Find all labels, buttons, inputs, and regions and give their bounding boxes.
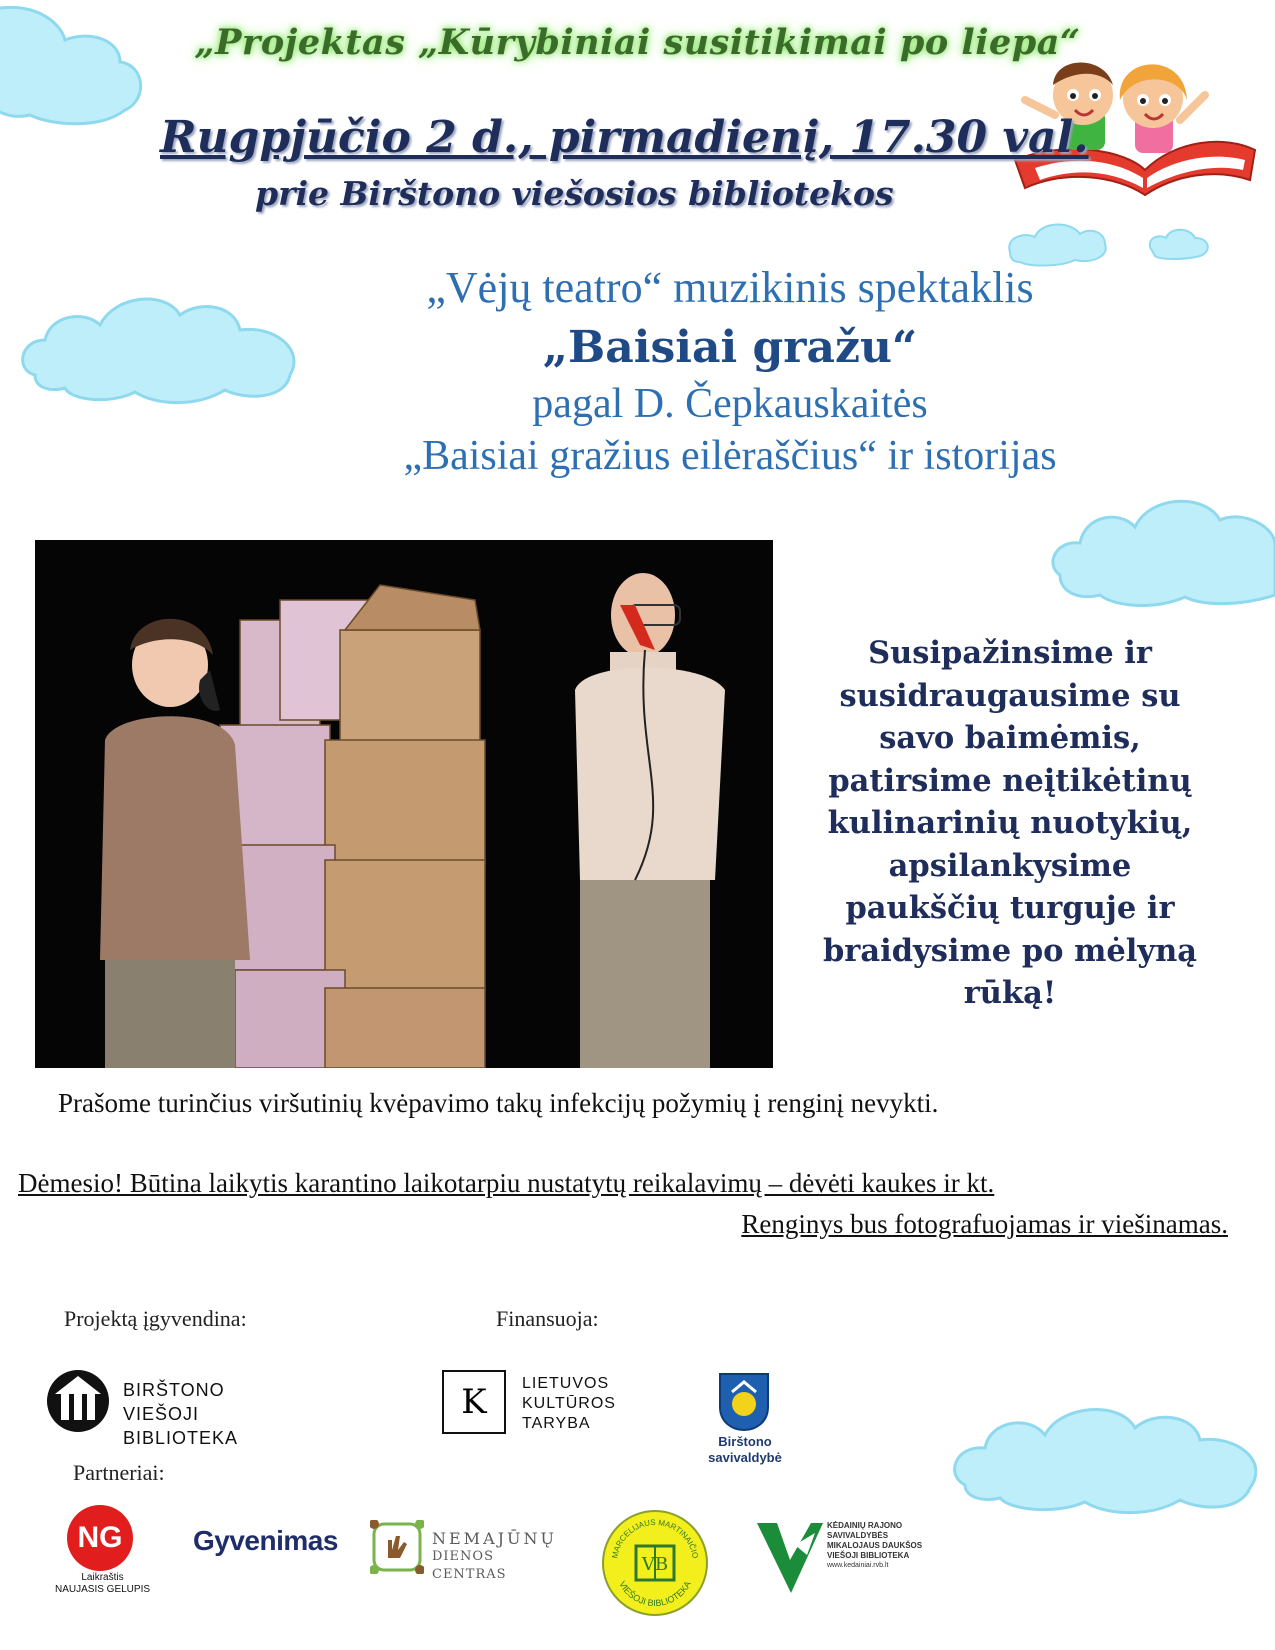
kedainiai-url: www.kedainiai.rvb.lt <box>827 1562 889 1569</box>
library-logo-line: BIRŠTONO <box>123 1380 225 1400</box>
lkt-logo-line: KULTŪROS <box>522 1395 616 1412</box>
implemented-by-label: Projektą įgyvendina: <box>64 1306 247 1331</box>
cloud-left-middle <box>15 280 315 410</box>
description-line: braidysime po mėlyną <box>822 932 1198 969</box>
municipality-line: savivaldybė <box>708 1450 782 1465</box>
municipality-line: Birštono <box>718 1434 772 1449</box>
hands-icon <box>370 1520 424 1574</box>
cloud-top-left <box>0 0 150 130</box>
library-logo-line: VIEŠOJI BIBLIOTEKA <box>123 1404 239 1448</box>
description-line: apsilankysime <box>888 847 1132 884</box>
event-description <box>780 632 1240 1015</box>
quarantine-warning: Dėmesio! Būtina laikytis karantino laikotarpiu nustatytų reikalavimų – dėvėti kaukes ir kt. <box>18 1168 995 1198</box>
event-place: prie Birštono viešosios bibliotekos <box>255 174 894 213</box>
lkt-k-icon: K <box>442 1370 506 1434</box>
martinaitis-seal-icon <box>600 1508 710 1618</box>
ng-badge-icon: NG <box>67 1505 133 1571</box>
martinaitis-library-logo <box>600 1508 710 1618</box>
martinaitis-letters: VB <box>641 1554 669 1575</box>
description-line: patirsime neįtikėtinų <box>828 762 1192 799</box>
nemajunu-line: NEMAJŪNŲ <box>432 1529 557 1548</box>
description-line: paukščių turguje ir <box>845 890 1175 926</box>
nemajunu-center-logo <box>370 1520 570 1580</box>
performance-title: „Baisiai gražu“ <box>542 322 918 373</box>
health-notice: Prašome turinčius viršutinių kvėpavimo takų infekcijų požymių į renginį nevykti. <box>58 1088 939 1118</box>
martinaitis-arc-top: MARCELIJAUS MARTINAIČIO <box>610 1517 700 1560</box>
ng-caption-line: NAUJASIS GELUPIS <box>54 1584 151 1595</box>
cloud-right-middle <box>1045 485 1275 615</box>
description-line: Susipažinsime ir <box>868 635 1152 671</box>
kedainiai-line: KĖDAINIŲ RAJONO <box>827 1521 903 1530</box>
kedainiai-line: SAVIVALDYBĖS <box>827 1531 889 1540</box>
project-title: „Projektas „Kūrybiniai susitikimai po liepa“ <box>194 22 1081 63</box>
partners-label: Partneriai: <box>73 1460 165 1485</box>
cloud-bottom-right <box>945 1390 1275 1520</box>
performance-photo <box>35 540 773 1068</box>
gyvenimas-logo: Gyvenimas <box>193 1525 338 1556</box>
kedainiai-v-icon <box>755 1515 825 1595</box>
nemajunu-line: DIENOS CENTRAS <box>432 1549 507 1582</box>
library-emblem-icon <box>45 1368 111 1434</box>
ng-caption-line: Laikraštis <box>81 1572 124 1583</box>
description-line: kulinarinių nuotykių, <box>827 805 1193 841</box>
performance-author: pagal D. Čepkauskaitės <box>532 381 928 427</box>
kedainiai-line: VIEŠOJI BIBLIOTEKA <box>827 1551 910 1560</box>
event-date: Rugpjūčio 2 d., pirmadienį, 17.30 val. <box>160 112 1089 163</box>
photo-notice: Renginys bus fotografuojamas ir viešinamas. <box>741 1209 1228 1239</box>
kedainiai-line: MIKALOJAUS DAUKŠOS <box>827 1541 923 1550</box>
martinaitis-arc-bottom: VIEŠOJI BIBLIOTEKA <box>617 1579 693 1609</box>
birstonas-library-logo <box>45 1368 275 1448</box>
description-line: susidraugausime su <box>839 677 1181 714</box>
funded-by-label: Finansuoja: <box>496 1306 599 1331</box>
birstonas-municipality-logo <box>690 1372 800 1472</box>
description-line: savo baimėmis, <box>879 720 1141 756</box>
coat-of-arms-icon <box>718 1372 770 1432</box>
naujasis-gelupis-logo <box>45 1505 160 1595</box>
performance-basis: „Baisiai gražius eilėraščius“ ir istorijas <box>403 433 1057 479</box>
lkt-logo-line: LIETUVOS <box>522 1375 610 1392</box>
lkt-logo-line: TARYBA <box>522 1415 591 1432</box>
lithuanian-culture-council-logo <box>442 1370 642 1440</box>
performance-subtitle: „Vėjų teatro“ muzikinis spektaklis <box>426 263 1034 312</box>
kedainiai-library-logo <box>755 1515 930 1595</box>
description-line: rūką! <box>963 975 1057 1011</box>
